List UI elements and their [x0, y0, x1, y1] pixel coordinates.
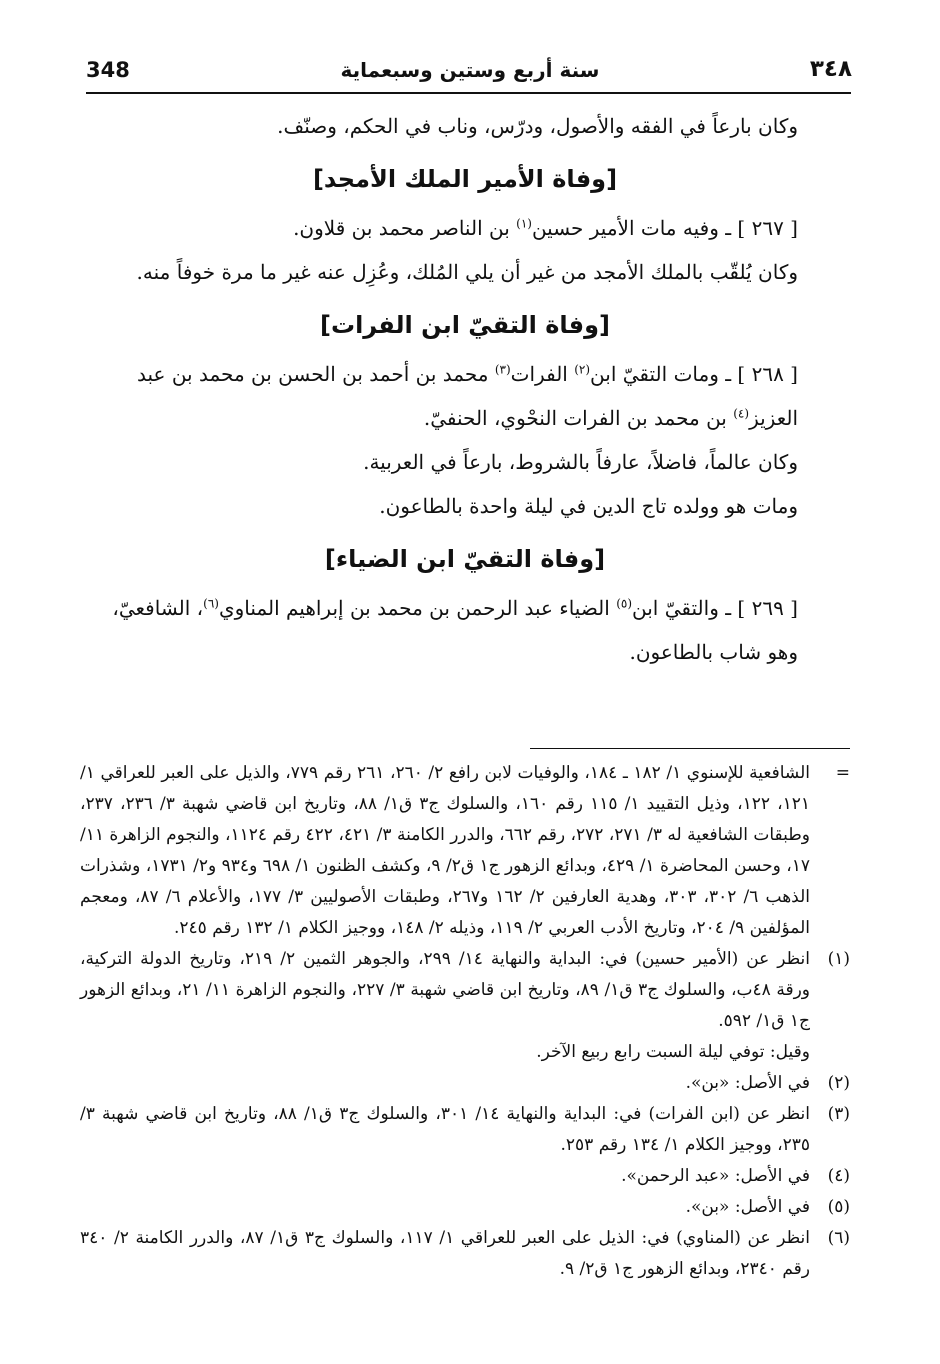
entry-text: ، الشافعيّ، وهو شاب بالطاعون. — [112, 596, 798, 664]
entry-text: محمد بن أحمد بن الحسن بن محمد بن عبد العزيز — [137, 362, 798, 430]
entry-text: بن محمد بن الفرات النحْوي، الحنفيّ. — [423, 406, 734, 430]
footnote-mark: (٦) — [827, 1228, 850, 1248]
footnote-rule — [530, 748, 850, 749]
footnote-mark: (٣) — [827, 1104, 850, 1124]
entry-text: [ ٢٦٧ ] ـ وفيه مات الأمير حسين — [531, 216, 798, 240]
entry-269 — [80, 586, 850, 674]
entry-267 — [80, 206, 850, 250]
paragraph: وكان يُلقّب بالملك الأمجد من غير أن يلي المُلك، وعُزِل عنه غير ما مرة خوفاً منه. — [136, 260, 798, 284]
footnote-text: في الأصل: «عبد الرحمن». — [621, 1166, 810, 1186]
footnote-4 — [80, 1161, 850, 1192]
footnote-mark: = — [835, 763, 850, 783]
header-rule — [86, 92, 851, 94]
paragraph: وكان بارعاً في الفقه والأصول، ودرّس، وناب في الحكم، وصنّف. — [277, 114, 798, 138]
footnote-text: في الأصل: «بن». — [685, 1197, 810, 1217]
footnote-ref: (٢) — [574, 362, 591, 377]
page-number-latin: 348 — [86, 58, 130, 82]
footnote-ref: (٣) — [494, 362, 511, 377]
section-heading: [وفاة الأمير الملك الأمجد] — [312, 165, 618, 193]
footnote-mark: (٤) — [827, 1166, 850, 1186]
entry-text: [ ٢٦٨ ] ـ ومات التقيّ ابن — [590, 362, 798, 386]
footnotes — [80, 758, 850, 1285]
footnote-ref: (٤) — [733, 406, 750, 421]
footnote-text: انظر عن (الأمير حسين) في: البداية والنهاية ١٤/ ٢٩٩، والجوهر الثمين ٢/ ٢١٩، وتاريخ الدولة التركية، ورقة ٤٨ب، والسلوك ج٣ ق١/ ٨٩، وتاريخ ابن قاضي شهبة ٣/ ٢٢٧، والنجوم الزاهرة ١١/ ٢١، وبدائع الزهور ج١ ق١/ ٥٩٢. — [80, 949, 810, 1031]
footnote-mark: (١) — [827, 949, 850, 969]
footnote-3 — [80, 1099, 850, 1161]
paragraph: وكان عالماً، فاضلاً، عارفاً بالشروط، بارعاً في العربية. — [363, 450, 798, 474]
paragraph: ومات هو وولده تاج الدين في ليلة واحدة بالطاعون. — [379, 494, 798, 518]
footnote-ref: (١) — [516, 216, 532, 231]
section-heading: [وفاة التقيّ ابن الضياء] — [324, 545, 606, 573]
footnote-text: انظر عن (المناوي) في: الذيل على العبر للعراقي ١/ ١١٧، والسلوك ج٣ ق١/ ٨٧، والدرر الكامنة ٢/ ٣٤٠ رقم ٢٣٤٠، وبدائع الزهور ج١ ق٢/ ٩. — [80, 1228, 810, 1279]
footnote-mark: (٥) — [827, 1197, 850, 1217]
footnote-continuation — [80, 758, 850, 944]
footnote-ref: (٦) — [203, 596, 219, 611]
footnote-text: في الأصل: «بن». — [685, 1073, 810, 1093]
running-title: سنة أربع وستين وسبعماية — [340, 58, 600, 82]
entry-text: الفرات — [510, 362, 575, 386]
section-heading: [وفاة التقيّ ابن الفرات] — [319, 311, 611, 339]
footnote-1 — [80, 944, 850, 1037]
footnote-text: الشافعية للإسنوي ١/ ١٨٢ ـ ١٨٤، والوفيات لابن رافع ٢/ ٢٦٠، ٢٦١ رقم ٧٧٩، والذيل على العبر للعراقي ١/ ١٢١، ١٢٢، وذيل التقييد ١/ ١١٥ رقم ١٦٠، والسلوك ج٣ ق١/ ٨٨، وتاريخ ابن قاضي شهبة ٣/ ٢٣٦، ٢٣٧، وطبقات الشافعية له ٣/ ٢٧١، ٢٧٢، رقم ٦٦٢، والدرر الكامنة ٣/ ٤٢١، ٤٢٢ رقم ١١٢٤، والنجوم الزاهرة ١١/ ١٧، وحسن المحاضرة ١/ ٤٢٩، وبدائع الزهور ج١ ق٢/ ٩، وكشف الظنون ١/ ٦٩٨ و٩٣٤ و٢/ ١٧٣١، وشذرات الذهب ٦/ ٣٠٢، ٣٠٣، وهدية العارفين ٢/ ١٦٢ و٢٦٧، وطبقات الأصوليين ٣/ ١٧٧، والأعلام ٦/ ٨٧، ومعجم المؤلفين ٩/ ٢٠٤، وتاريخ الأدب العربي ٢/ ١١٩، وذيله ٢/ ١٤٨، ووجيز الكلام ١/ ١٣٢ رقم ٢٤٥. — [80, 763, 811, 938]
footnote-6 — [80, 1223, 850, 1285]
footnote-5 — [80, 1192, 850, 1223]
entry-text: [ ٢٦٩ ] ـ والتقيّ ابن — [632, 596, 798, 620]
entry-text: بن الناصر محمد بن قلاون. — [293, 216, 517, 240]
main-text — [80, 104, 850, 674]
footnote-ref: (٥) — [616, 596, 633, 611]
footnote-text: انظر عن (ابن الفرات) في: البداية والنهاية ١٤/ ٣٠١، والسلوك ج٣ ق١/ ٨٨، وتاريخ ابن قاضي شهبة ٣/ ٢٣٥، ووجيز الكلام ١/ ١٣٤ رقم ٢٥٣. — [80, 1104, 811, 1155]
entry-268 — [80, 352, 850, 440]
footnote-mark: (٢) — [827, 1073, 850, 1093]
entry-text: الضياء عبد الرحمن بن محمد بن إبراهيم المناوي — [218, 596, 617, 620]
footnote-2 — [80, 1068, 850, 1099]
page-number-arabic: ٣٤٨ — [809, 56, 852, 82]
footnote-1-extra: وقيل: توفي ليلة السبت رابع ربيع الآخر. — [536, 1042, 810, 1062]
